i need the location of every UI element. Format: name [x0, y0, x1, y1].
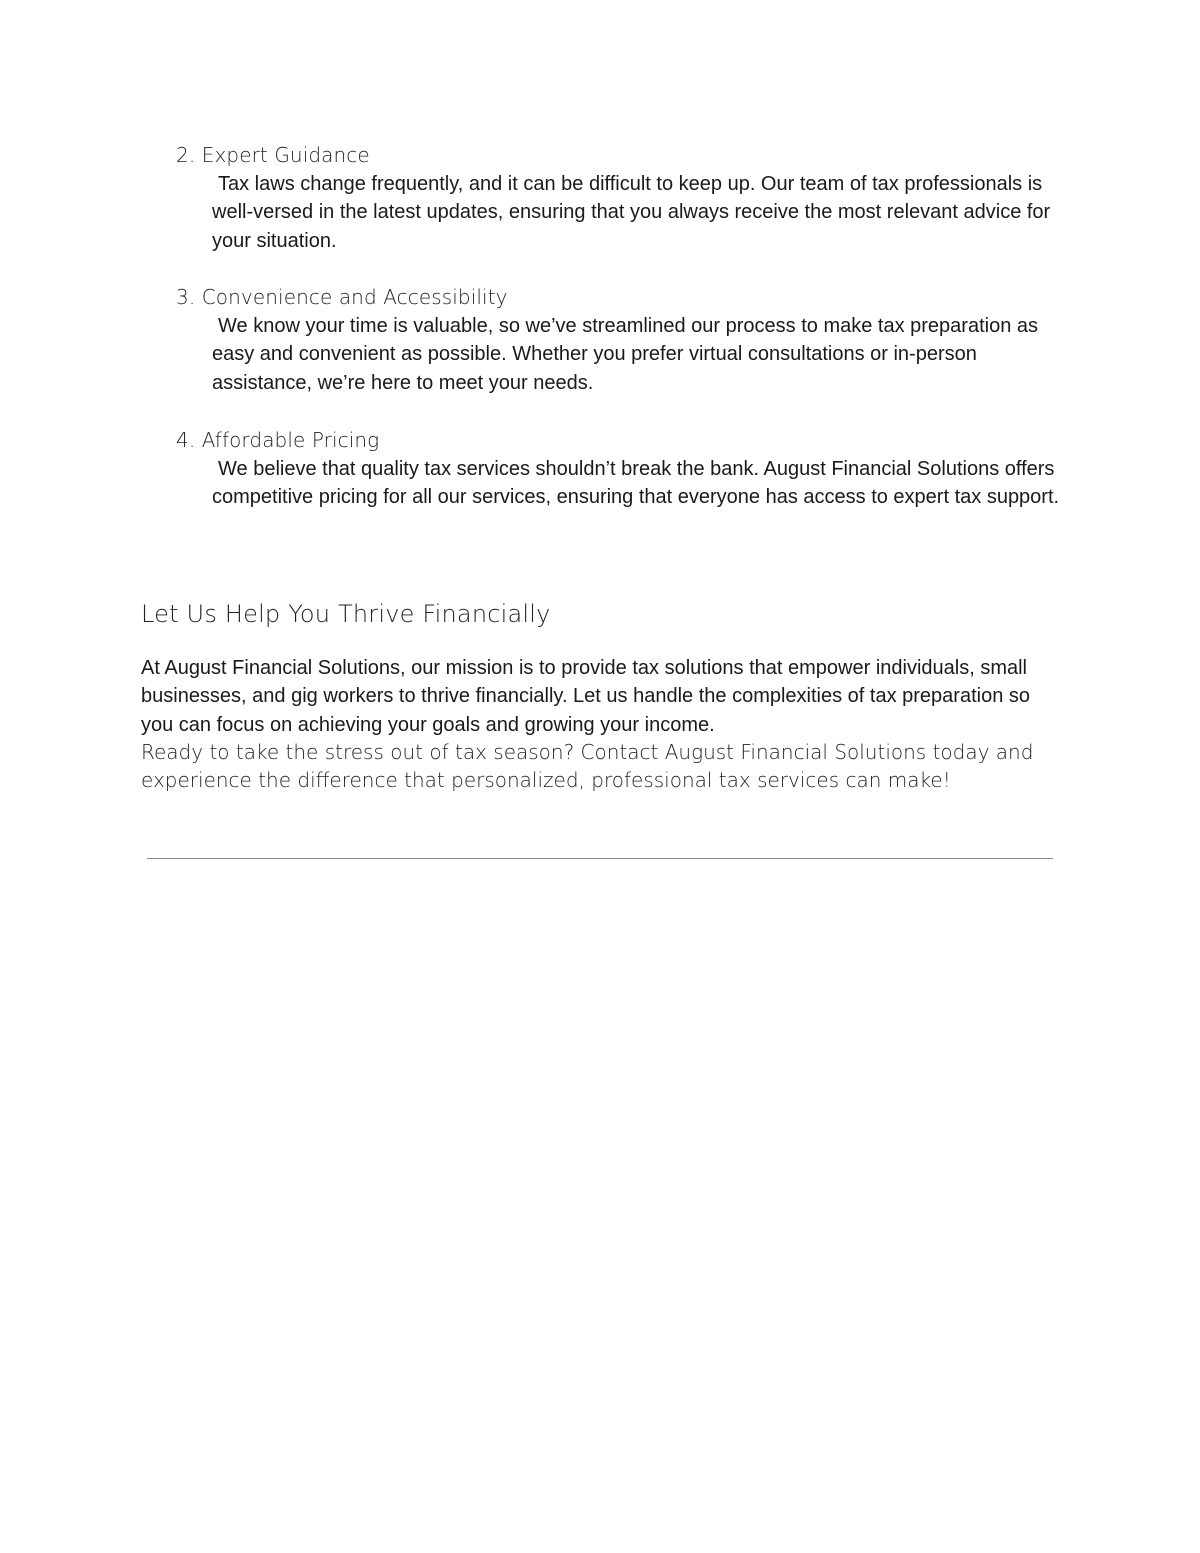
- list-item-affordable-pricing: [176, 426, 1076, 512]
- item-body-text: Tax laws change frequently, and it can be difficult to keep up. Our team of tax professionals is well-versed in the latest updates, ensuring that you always receive the most relevant advice for your situation.: [212, 173, 1051, 252]
- item-heading: 4. Affordable Pricing: [176, 428, 380, 452]
- item-heading: 3. Convenience and Accessibility: [176, 285, 508, 309]
- item-body-text: We know your time is valuable, so we’ve streamlined our process to make tax preparation as easy and convenient as possible. Whether you prefer virtual consultations or in-person assistance, we’re here to meet your needs.: [212, 315, 1039, 394]
- call-to-action-paragraph: Ready to take the stress out of tax season? Contact August Financial Solutions today and experience the difference that personalized, professional tax services can make!: [141, 740, 1034, 793]
- item-body-text: We believe that quality tax services shouldn’t break the bank. August Financial Solutions offers competitive pricing for all our services, ensuring that everyone has access to expert tax support.: [212, 458, 1060, 509]
- item-body: [212, 312, 1062, 397]
- list-item-expert-guidance: [176, 141, 1076, 255]
- item-heading: 2. Expert Guidance: [176, 143, 370, 167]
- mission-paragraph: At August Financial Solutions, our mission is to provide tax solutions that empower individuals, small businesses, and gig workers to thrive financially. Let us handle the complexities of tax preparation so you can focus on achieving your goals and growing your income.: [141, 657, 1031, 736]
- section-heading: Let Us Help You Thrive Financially: [141, 600, 551, 628]
- item-body: [212, 170, 1062, 255]
- list-item-convenience: [176, 283, 1076, 397]
- horizontal-divider: [147, 858, 1053, 859]
- item-body: [212, 455, 1062, 512]
